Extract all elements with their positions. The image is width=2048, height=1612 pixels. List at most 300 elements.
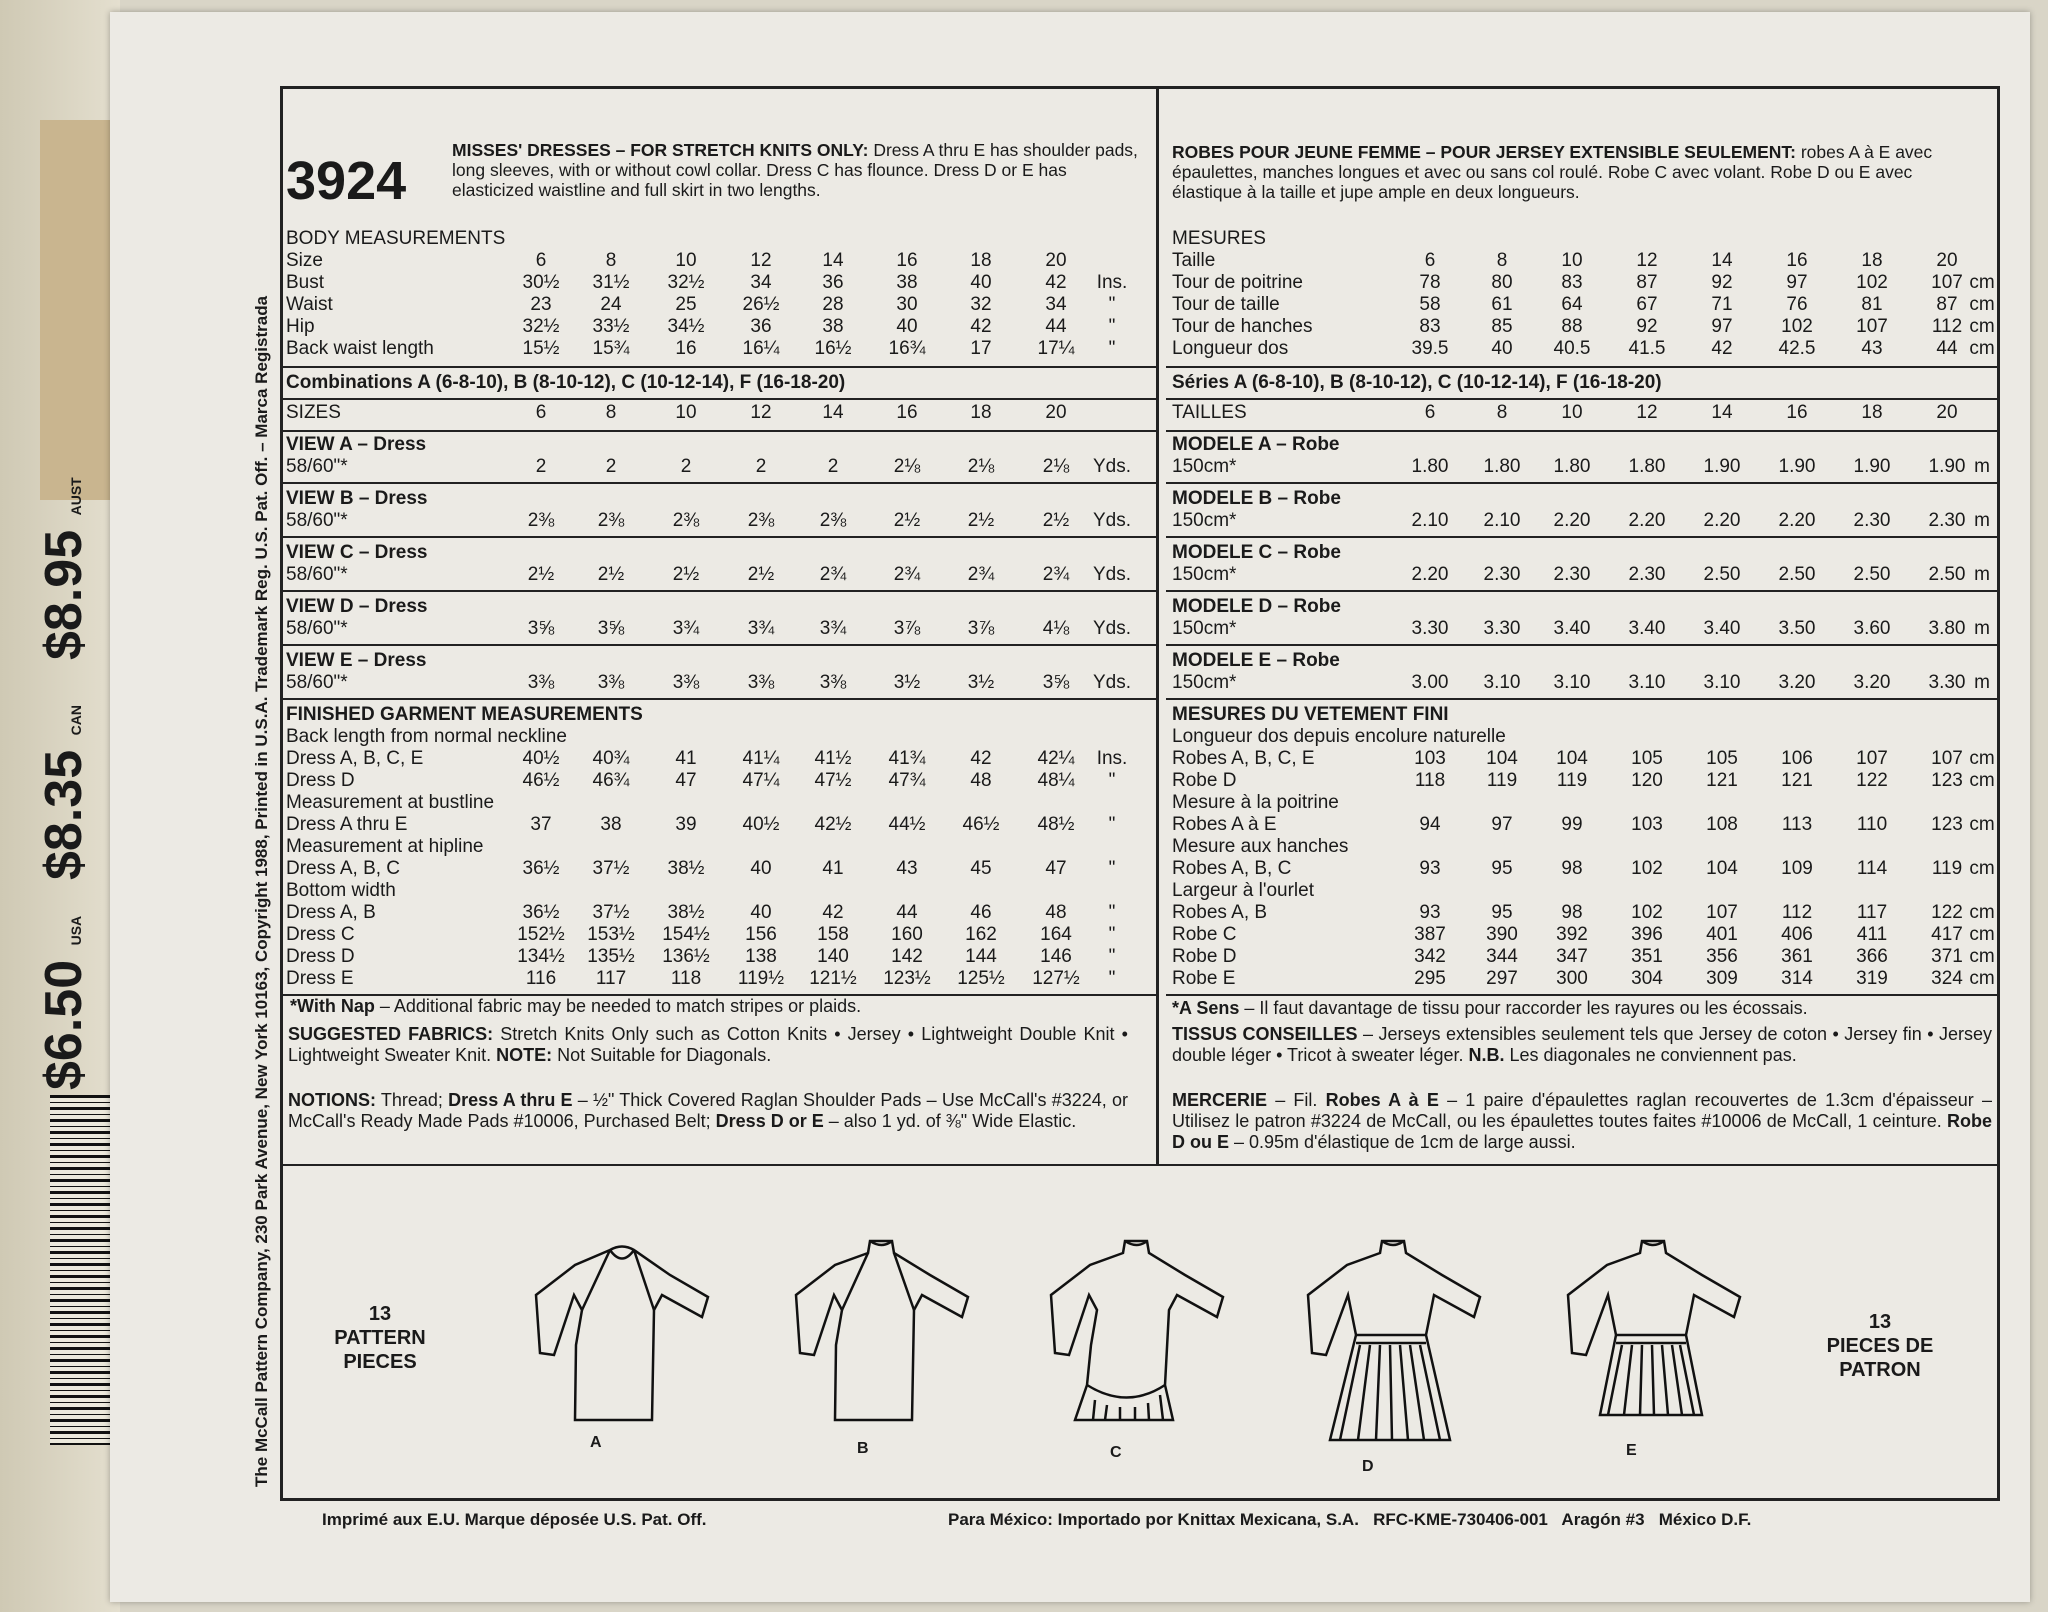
cell-value: 119	[1556, 770, 1588, 791]
cell-value: 44	[896, 902, 918, 923]
row-label: Robes A, B	[1172, 902, 1268, 923]
dress-sketch-d	[1300, 1235, 1490, 1450]
cell-value: 2⅜	[672, 510, 700, 531]
cell-value: 2.30	[1928, 510, 1966, 531]
cell-value: 136½	[662, 946, 710, 967]
row-rule	[280, 398, 1156, 400]
cell-value: 396	[1631, 924, 1663, 945]
cell-value: 95	[1491, 902, 1513, 923]
cell-value: 41¾	[888, 748, 926, 769]
cell-value: 2.20	[1553, 510, 1591, 531]
cell-value: 109	[1781, 858, 1813, 879]
cell-value: 8	[1496, 250, 1508, 271]
finished-measurement-row	[286, 770, 1154, 792]
cell-value: 297	[1486, 968, 1518, 989]
row-label: Robes A, B, C, E	[1172, 748, 1315, 769]
view-name: VIEW C – Dress	[286, 542, 428, 563]
view-name: VIEW A – Dress	[286, 434, 427, 455]
body-measurement-row	[286, 338, 1154, 360]
body-measurement-row	[286, 250, 1154, 272]
cell-value: 122	[1931, 902, 1963, 923]
cell-value: 117	[595, 968, 627, 989]
view-letter-e: E	[1626, 1442, 1637, 1459]
unit-label: cm	[1969, 316, 1995, 337]
unit-label: "	[1108, 968, 1116, 989]
cell-value: 2⅜	[527, 510, 555, 531]
cell-value: 392	[1556, 924, 1588, 945]
cell-value: 3.50	[1778, 618, 1816, 639]
row-rule	[280, 644, 1156, 646]
finished-measurement-subheading	[1172, 726, 1998, 748]
cell-value: 411	[1856, 924, 1888, 945]
cell-value: 41¼	[742, 748, 780, 769]
combinations-row: Séries A (6-8-10), B (8-10-12), C (10-12-14), F (16-18-20)	[1172, 372, 1662, 393]
cell-value: 41	[822, 858, 844, 879]
cell-value: 16½	[814, 338, 852, 359]
cell-value: 48	[1045, 902, 1067, 923]
cell-value: 14	[1711, 250, 1733, 271]
cell-value: 1.90	[1928, 456, 1966, 477]
cell-value: 106	[1781, 748, 1813, 769]
row-rule	[1166, 994, 2000, 996]
cell-value: 92	[1711, 272, 1733, 293]
row-rule	[1166, 366, 2000, 368]
pattern-pieces-label: PIECES DE PATRON	[1826, 1335, 1934, 1381]
cell-value: 58	[1419, 294, 1441, 315]
cell-value: 107	[1856, 316, 1888, 337]
cell-value: 64	[1561, 294, 1583, 315]
cell-value: 119	[1486, 770, 1518, 791]
cell-value: 2⅜	[819, 510, 847, 531]
cell-value: 2½	[747, 564, 775, 585]
view-letter-d: D	[1362, 1458, 1374, 1475]
unit-label: "	[1108, 294, 1116, 315]
body-measurement-row	[286, 316, 1154, 338]
cell-value: 30	[896, 294, 918, 315]
cell-value: 3.10	[1483, 672, 1521, 693]
cell-value: 12	[1636, 250, 1658, 271]
unit-label: "	[1108, 770, 1116, 791]
finished-measurement-subheading	[1172, 792, 1998, 814]
cell-value: 36½	[522, 858, 560, 879]
cell-value: 3½	[967, 672, 995, 693]
dress-sketch-c	[1045, 1235, 1230, 1430]
unit-label: cm	[1969, 968, 1995, 989]
finished-measurement-subheading	[1172, 836, 1998, 858]
finished-measurement-row	[1172, 858, 1998, 880]
cell-value: 25	[675, 294, 697, 315]
cell-value: 6	[1424, 250, 1436, 271]
cell-value: 3.20	[1853, 672, 1891, 693]
finished-measurement-row	[286, 902, 1154, 924]
row-rule	[1166, 644, 2000, 646]
unit-label: "	[1108, 858, 1116, 879]
cell-value: 46½	[962, 814, 1000, 835]
cell-value: 42	[1711, 338, 1733, 359]
unit-label: m	[1974, 618, 1990, 639]
cell-value: 3.40	[1553, 618, 1591, 639]
cell-value: 108	[1706, 814, 1738, 835]
footer-left: Imprimé aux E.U. Marque déposée U.S. Pat. Off.	[322, 1510, 707, 1529]
cell-value: 37½	[592, 902, 630, 923]
english-notions: NOTIONS: Thread; Dress A thru E – ½" Thick Covered Raglan Shoulder Pads – Use McCall's #3224, or McCall's Ready Made Pads #10006, Purchased Belt; Dress D or E – also 1 yd. of ⅜" Wide Elastic.	[288, 1090, 1129, 1131]
cell-value: 2½	[893, 510, 921, 531]
cell-value: 97	[1786, 272, 1808, 293]
cell-value: 3.10	[1703, 672, 1741, 693]
cell-value: 16	[1786, 402, 1808, 423]
cell-value: 34½	[667, 316, 705, 337]
cell-value: 43	[1861, 338, 1883, 359]
publisher-side-text: The McCall Pattern Company, 230 Park Avenue, New York 10163, Copyright 1988, Printed in U.S.A. Trademark Reg. U.S. Pat. Off. – Marca Registrada	[252, 295, 271, 1487]
cell-value: 40	[896, 316, 918, 337]
cell-value: 309	[1706, 968, 1738, 989]
cell-value: 44½	[888, 814, 926, 835]
row-rule	[1166, 430, 2000, 432]
cell-value: 127½	[1032, 968, 1080, 989]
cell-value: 134½	[517, 946, 565, 967]
cell-value: 16¾	[888, 338, 926, 359]
unit-label: m	[1974, 456, 1990, 477]
pattern-number: 3924	[286, 151, 407, 211]
cell-value: 20	[1045, 402, 1067, 423]
row-label: 150cm*	[1172, 564, 1237, 585]
cell-value: 42	[1045, 272, 1067, 293]
finished-measurement-subheading	[1172, 880, 1998, 902]
cell-value: 10	[675, 250, 697, 271]
body-measurement-row	[1172, 294, 1998, 316]
cell-value: 61	[1491, 294, 1513, 315]
footer-right: Para México: Importado por Knittax Mexicana, S.A. RFC-KME-730406-001 Aragón #3 México D.F.	[948, 1510, 1752, 1529]
cell-value: 324	[1931, 968, 1963, 989]
cell-value: 46	[970, 902, 992, 923]
unit-label: m	[1974, 564, 1990, 585]
cell-value: 107	[1931, 748, 1963, 769]
french-notions: MERCERIE – Fil. Robes A à E – 1 paire d'épaulettes raglan recouvertes de 1.3cm d'épaisseur – Utilisez le patron #3224 de McCall, ou les épaulettes toutes faites #10006 de McCall, 1 ceinture. Robe D ou E – 0.95m d'élastique de 1cm de large aussi.	[1172, 1090, 1992, 1152]
row-label: Robes A à E	[1172, 814, 1277, 835]
row-label: TAILLES	[1172, 402, 1247, 423]
finished-measurement-row	[286, 968, 1154, 990]
cell-value: 14	[1711, 402, 1733, 423]
cell-value: 3.30	[1411, 618, 1449, 639]
cell-value: 3.20	[1778, 672, 1816, 693]
cell-value: 38½	[667, 858, 705, 879]
cell-value: 98	[1561, 858, 1583, 879]
cell-value: 2⅜	[597, 510, 625, 531]
cell-value: 31½	[592, 272, 630, 293]
finished-measurement-row	[1172, 902, 1998, 924]
cell-value: 8	[605, 250, 617, 271]
cell-value: 146	[1040, 946, 1072, 967]
cell-value: 48	[970, 770, 992, 791]
cell-value: 44	[1936, 338, 1958, 359]
cell-value: 42.5	[1778, 338, 1816, 359]
cell-value: 24	[600, 294, 622, 315]
english-suggested-fabrics: SUGGESTED FABRICS: Stretch Knits Only such as Cotton Knits • Jersey • Lightweight Double Knit • Lightweight Sweater Knit. NOTE: Not Suitable for Diagonals.	[288, 1024, 1128, 1065]
row-label: Robe E	[1172, 968, 1236, 989]
cell-value: 39.5	[1411, 338, 1449, 359]
row-label: 58/60"*	[286, 672, 348, 693]
unit-label: "	[1108, 924, 1116, 945]
cell-value: 94	[1419, 814, 1441, 835]
cell-value: 40	[750, 858, 772, 879]
finished-measurement-row	[1172, 946, 1998, 968]
finished-measurements-header: MESURES DU VETEMENT FINI	[1172, 704, 1449, 725]
cell-value: 113	[1781, 814, 1813, 835]
unit-label: Yds.	[1092, 618, 1132, 639]
cell-value: 4⅛	[1042, 618, 1070, 639]
cell-value: 38	[822, 316, 844, 337]
cell-value: 122	[1856, 770, 1888, 791]
cell-value: 2	[827, 456, 839, 477]
row-label: Taille	[1172, 250, 1216, 271]
dress-sketch-b	[790, 1235, 975, 1430]
finished-measurement-subheading	[286, 836, 1154, 858]
cell-value: 1.90	[1703, 456, 1741, 477]
cell-value: 8	[605, 402, 617, 423]
cell-value: 42½	[814, 814, 852, 835]
cell-value: 366	[1856, 946, 1888, 967]
finished-measurement-subheading	[286, 880, 1154, 902]
cell-value: 36½	[522, 902, 560, 923]
cell-value: 34	[1045, 294, 1067, 315]
cell-value: 47½	[814, 770, 852, 791]
row-label: Dress A, B, C, E	[286, 748, 424, 769]
cell-value: 417	[1931, 924, 1963, 945]
body-measurement-row	[1172, 338, 1998, 360]
pattern-pieces-en	[305, 1302, 455, 1374]
cell-value: 125½	[957, 968, 1005, 989]
yardage-row	[286, 456, 1154, 478]
cell-value: 42	[970, 316, 992, 337]
price-usa: $6.50 USA	[35, 915, 93, 1090]
cell-value: 102	[1631, 858, 1663, 879]
cell-value: 142	[891, 946, 923, 967]
unit-label: m	[1974, 672, 1990, 693]
cell-value: 1.80	[1411, 456, 1449, 477]
unit-label: cm	[1969, 814, 1995, 835]
cell-value: 319	[1856, 968, 1888, 989]
cell-value: 104	[1556, 748, 1588, 769]
unit-label: cm	[1969, 902, 1995, 923]
sizes-row	[286, 402, 1154, 424]
cell-value: 123½	[883, 968, 931, 989]
cell-value: 6	[535, 250, 547, 271]
unit-label: cm	[1969, 946, 1995, 967]
cell-value: 10	[1561, 402, 1583, 423]
cell-value: 15¾	[592, 338, 630, 359]
cell-value: 16	[1786, 250, 1808, 271]
cell-value: 371	[1931, 946, 1963, 967]
row-label: Dress E	[286, 968, 354, 989]
cell-value: 153½	[587, 924, 635, 945]
cell-value: 18	[1861, 402, 1883, 423]
english-description: MISSES' DRESSES – FOR STRETCH KNITS ONLY: Dress A thru E has shoulder pads, long sleeves, with or without cowl collar. Dress C has flounce. Dress D or E has elasticized waistline and full skirt in two lengths.	[452, 140, 1138, 200]
row-label: Tour de poitrine	[1172, 272, 1303, 293]
view-name: MODELE B – Robe	[1172, 488, 1341, 509]
cell-value: 76	[1786, 294, 1808, 315]
cell-value: 107	[1856, 748, 1888, 769]
cell-value: 47¾	[888, 770, 926, 791]
row-label: Longueur dos	[1172, 338, 1289, 359]
cell-value: 105	[1631, 748, 1663, 769]
unit-label: Ins.	[1096, 272, 1128, 293]
cell-value: 12	[750, 402, 772, 423]
cell-value: 2.50	[1703, 564, 1741, 585]
cell-value: 38	[600, 814, 622, 835]
cell-value: 41.5	[1628, 338, 1666, 359]
cell-value: 16	[675, 338, 697, 359]
cell-value: 12	[750, 250, 772, 271]
dress-sketch-a	[530, 1235, 715, 1430]
row-label: Dress D	[286, 770, 355, 791]
row-label: Robe D	[1172, 770, 1237, 791]
cell-value: 23	[530, 294, 552, 315]
pattern-pieces-count: 13	[368, 1303, 392, 1325]
cell-value: 3.60	[1853, 618, 1891, 639]
row-label: Dress C	[286, 924, 355, 945]
cell-value: 46½	[522, 770, 560, 791]
row-rule	[1166, 482, 2000, 484]
cell-value: 15½	[522, 338, 560, 359]
price-can: $8.35 CAN	[35, 705, 93, 880]
unit-label: "	[1108, 814, 1116, 835]
french-suggested-fabrics: TISSUS CONSEILLES – Jerseys extensibles seulement tels que Jersey de coton • Jersey fin • Jersey double léger • Tricot à sweater léger. N.B. Les diagonales ne conviennent pas.	[1172, 1024, 1992, 1065]
cell-value: 6	[535, 402, 547, 423]
cell-value: 117	[1856, 902, 1888, 923]
cell-value: 2.20	[1628, 510, 1666, 531]
cell-value: 2½	[672, 564, 700, 585]
cell-value: 33½	[592, 316, 630, 337]
cell-value: 121	[1706, 770, 1738, 791]
view-letter-c: C	[1110, 1444, 1122, 1461]
row-label: Bottom width	[286, 880, 396, 901]
cell-value: 2.50	[1928, 564, 1966, 585]
row-rule	[280, 366, 1156, 368]
cell-value: 10	[675, 402, 697, 423]
cell-value: 71	[1711, 294, 1733, 315]
cell-value: 304	[1631, 968, 1663, 989]
cell-value: 102	[1781, 316, 1813, 337]
cell-value: 110	[1856, 814, 1888, 835]
cell-value: 295	[1414, 968, 1446, 989]
row-rule	[280, 430, 1156, 432]
view-name: MODELE E – Robe	[1172, 650, 1340, 671]
cell-value: 87	[1936, 294, 1958, 315]
pattern-pieces-fr	[1810, 1310, 1950, 1382]
cell-value: 17¼	[1037, 338, 1075, 359]
cell-value: 10	[1561, 250, 1583, 271]
cell-value: 2½	[597, 564, 625, 585]
cell-value: 14	[822, 250, 844, 271]
cell-value: 300	[1556, 968, 1588, 989]
combinations-row: Combinations A (6-8-10), B (8-10-12), C (10-12-14), F (16-18-20)	[286, 372, 846, 393]
cell-value: 40	[750, 902, 772, 923]
cell-value: 1.80	[1628, 456, 1666, 477]
cell-value: 85	[1491, 316, 1513, 337]
cell-value: 43	[896, 858, 918, 879]
view-name: MODELE D – Robe	[1172, 596, 1341, 617]
cell-value: 135½	[587, 946, 635, 967]
cell-value: 3.40	[1703, 618, 1741, 639]
cell-value: 123	[1931, 814, 1963, 835]
row-label: Dress D	[286, 946, 355, 967]
row-label: 58/60"*	[286, 456, 348, 477]
cell-value: 32½	[667, 272, 705, 293]
cell-value: 97	[1711, 316, 1733, 337]
cell-value: 105	[1706, 748, 1738, 769]
french-nap-note: *A Sens – Il faut davantage de tissu pour raccorder les rayures ou les écossais.	[1172, 998, 1808, 1018]
cell-value: 2.30	[1853, 510, 1891, 531]
cell-value: 40	[970, 272, 992, 293]
cell-value: 2	[605, 456, 617, 477]
cell-value: 102	[1631, 902, 1663, 923]
finished-measurements-header: FINISHED GARMENT MEASUREMENTS	[286, 704, 643, 725]
finished-measurement-row	[286, 858, 1154, 880]
unit-label: Ins.	[1096, 748, 1128, 769]
yardage-row	[286, 564, 1154, 586]
cell-value: 118	[670, 968, 702, 989]
cell-value: 2.20	[1703, 510, 1741, 531]
cell-value: 103	[1414, 748, 1446, 769]
cell-value: 26½	[742, 294, 780, 315]
cell-value: 83	[1561, 272, 1583, 293]
cell-value: 164	[1040, 924, 1072, 945]
cell-value: 401	[1706, 924, 1738, 945]
unit-label: Yds.	[1092, 510, 1132, 531]
row-label: Tour de hanches	[1172, 316, 1313, 337]
unit-label: Yds.	[1092, 564, 1132, 585]
cell-value: 2¾	[893, 564, 921, 585]
finished-measurement-row	[286, 924, 1154, 946]
row-label: Waist	[286, 294, 333, 315]
cell-value: 39	[675, 814, 697, 835]
cell-value: 107	[1931, 272, 1963, 293]
cell-value: 3.10	[1628, 672, 1666, 693]
cell-value: 3⅜	[672, 672, 700, 693]
cell-value: 12	[1636, 402, 1658, 423]
cell-value: 351	[1631, 946, 1663, 967]
view-letter-b: B	[857, 1440, 869, 1457]
row-label: Measurement at hipline	[286, 836, 484, 857]
cell-value: 156	[745, 924, 777, 945]
cell-value: 6	[1424, 402, 1436, 423]
row-label: Mesure à la poitrine	[1172, 792, 1339, 813]
row-label: Dress A, B, C	[286, 858, 401, 879]
cell-value: 2.50	[1778, 564, 1816, 585]
row-label: 150cm*	[1172, 672, 1237, 693]
cell-value: 3¾	[672, 618, 700, 639]
cell-value: 30½	[522, 272, 560, 293]
cell-value: 42	[822, 902, 844, 923]
cell-value: 160	[891, 924, 923, 945]
finished-measurement-row	[286, 748, 1154, 770]
view-name: MODELE C – Robe	[1172, 542, 1341, 563]
cell-value: 119½	[737, 968, 785, 989]
cell-value: 8	[1496, 402, 1508, 423]
cell-value: 48½	[1037, 814, 1075, 835]
finished-measurement-row	[1172, 968, 1998, 990]
row-label: 150cm*	[1172, 510, 1237, 531]
cell-value: 16	[896, 402, 918, 423]
cell-value: 18	[970, 250, 992, 271]
row-label: Dress A thru E	[286, 814, 408, 835]
cell-value: 42¼	[1037, 748, 1075, 769]
unit-label: "	[1108, 902, 1116, 923]
cell-value: 2.50	[1853, 564, 1891, 585]
row-label: Back waist length	[286, 338, 434, 359]
body-measurement-row	[1172, 316, 1998, 338]
column-divider	[1156, 86, 1159, 1164]
